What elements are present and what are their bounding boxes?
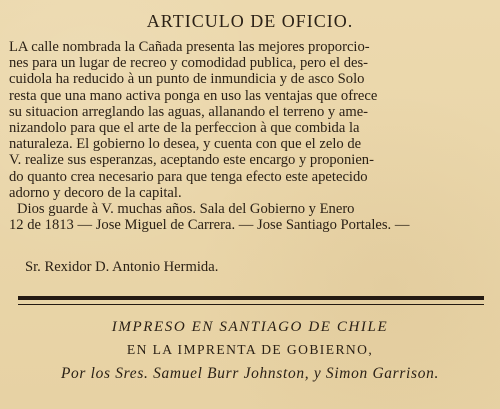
body-line-9: do quanto crea necesario para que tenga efecto este apetecido (9, 168, 368, 185)
divider-thick (18, 296, 484, 300)
body-line-2: nes para un lugar de recreo y comodidad publica, pero el des- (9, 55, 369, 72)
closing-line-1: Dios guarde à V. muchas años. Sala del Gobierno y Enero (17, 201, 355, 218)
body-line-1: LA calle nombrada la Cañada presenta las mejores proporcio- (9, 39, 370, 55)
recipient-line: Sr. Rexidor D. Antonio Hermida. (25, 259, 219, 275)
body-line-8: V. realize sus esperanzas, aceptando este encargo y proponien- (9, 152, 374, 169)
imprint-line-2: EN LA IMPRENTA DE GOBIERNO, (126, 342, 374, 357)
body-line-6: nizandolo para que el arte de la perfeccion à que combida la (9, 120, 360, 137)
imprint-line-1: IMPRESO EN SANTIAGO DE CHILE (111, 319, 389, 335)
closing-line-2: 12 de 1813 — Jose Miguel de Carrera. — Jose Santiago Portales. — (9, 217, 410, 234)
divider-thin (18, 304, 484, 305)
body-line-3: cuidola ha reducido à un punto de inmundicia y de asco Solo (9, 71, 365, 88)
article-body (9, 39, 491, 233)
body-line-5: su situacion arreglando las aguas, allanando el terreno y ame- (9, 103, 369, 120)
imprint-line-3: Por los Sres. Samuel Burr Johnston, y Simon Garrison. (60, 365, 440, 382)
article-title: ARTICULO DE OFICIO. (146, 11, 354, 31)
body-line-4: resta que una mano activa ponga en uso las ventajas que ofrece (9, 87, 378, 104)
body-line-7: naturaleza. El gobierno lo desea, y cuenta con que el zelo de (9, 136, 362, 153)
body-line-10: adorno y decoro de la capital. (9, 184, 182, 201)
